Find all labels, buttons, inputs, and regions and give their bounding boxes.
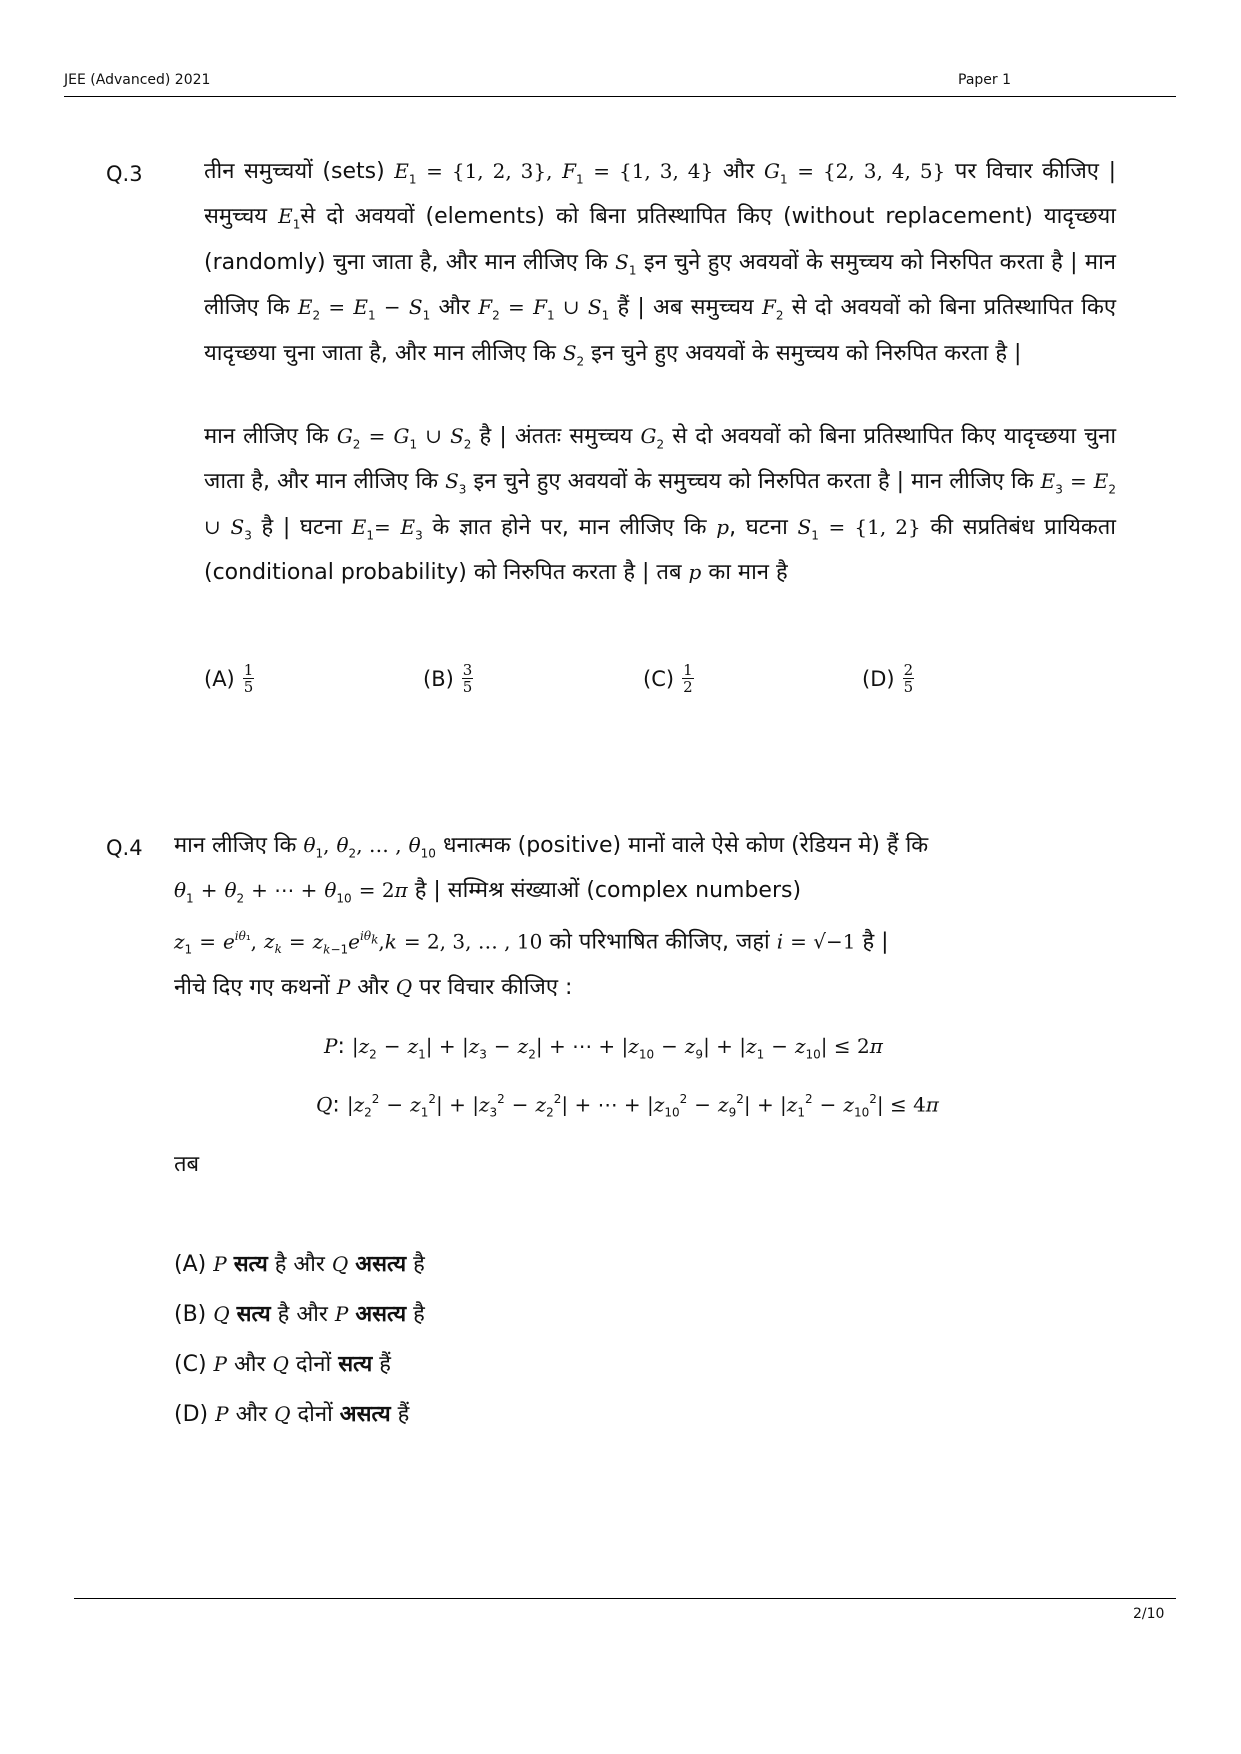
q3-option-b-fraction: $\frac{3}{5}$ bbox=[462, 661, 473, 696]
q4-option-c-label: (C) bbox=[174, 1352, 207, 1377]
q4-option-c-text: P और Q दोनों सत्य हैं bbox=[213, 1352, 391, 1377]
q3-option-c[interactable] bbox=[643, 662, 694, 695]
header-divider bbox=[64, 96, 1176, 97]
q3-option-a[interactable] bbox=[204, 662, 254, 695]
q3-option-c-label: (C) bbox=[643, 666, 675, 691]
header-paper: Paper 1 bbox=[958, 72, 1012, 88]
statement-p: P: $|z_2 - z_1| + |z_3 - z_2|$ + ⋯ + $|z_{10} - z_9| + |z_1 - z_{10}| \le 2\pi$ bbox=[324, 1034, 883, 1062]
q4-option-b-text: Q सत्य है और P असत्य है bbox=[213, 1302, 425, 1327]
header-exam-title: JEE (Advanced) 2021 bbox=[64, 72, 211, 88]
q3-option-d-label: (D) bbox=[862, 666, 895, 691]
q3-option-d-fraction: $\frac{2}{5}$ bbox=[903, 661, 914, 696]
q3-option-c-fraction: $\frac{1}{2}$ bbox=[683, 661, 693, 696]
page-number: 2/10 bbox=[1133, 1606, 1165, 1622]
q3-option-b-label: (B) bbox=[423, 666, 454, 691]
q4-option-c[interactable] bbox=[174, 1348, 391, 1378]
q3-option-a-label: (A) bbox=[204, 666, 235, 691]
q4-option-d[interactable] bbox=[174, 1398, 409, 1428]
q4-option-b-label: (B) bbox=[174, 1302, 207, 1327]
q3-option-d[interactable] bbox=[862, 662, 914, 695]
q3-option-a-fraction: $\frac{1}{5}$ bbox=[243, 661, 254, 696]
q4-option-d-text: P और Q दोनों असत्य हैं bbox=[215, 1402, 410, 1427]
q4-option-d-label: (D) bbox=[174, 1402, 209, 1427]
q3-number: Q.3 bbox=[106, 162, 143, 186]
statement-q: Q: $|z_2^2 - z_1^2| + |z_3^2 - z_2^2|$ + ⋯ + $|z_{10}^2 - z_9^2| + |z_1^2 - z_{10}^2| \le 4\pi$ bbox=[316, 1092, 939, 1120]
q4-then: तब bbox=[174, 1152, 200, 1177]
q4-option-a-label: (A) bbox=[174, 1252, 207, 1277]
q3-paragraph-1: तीन समुच्चयों (sets) $E_1 = \{1$, 2, 3}, $F_1 = \{1$, 3, 4} और $G_1 = \{2$, 3, 4, 5} पर विचार कीजिए | समुच्चय $E_1से$ दो अवयवों (elements) को बिना प्रतिस्थापित किए (without replacement) यादृच्छया (randomly) चुना जाता है, और मान लीजिए कि $S_1$ इन चुने हुए अवयवों के समुच्चय को निरुपित करता है | मान लीजिए कि $E_2 = E_1 - S_1$ और $F_2 = F_1$ ∪ $S_1$ हैं | अब समुच्चय $F_2$ से दो अवयवों को बिना प्रतिस्थापित किए यादृच्छया चुना जाता है, और मान लीजिए कि $S_2$ इन चुने हुए अवयवों के समुच्चय को निरुपित करता है | bbox=[204, 159, 1117, 368]
q3-option-b[interactable] bbox=[423, 662, 473, 695]
q4-option-a[interactable] bbox=[174, 1248, 425, 1278]
q3-paragraph-2: मान लीजिए कि $G_2 = G_1$ ∪ $S_2$ है | अंततः समुच्चय $G_2$ से दो अवयवों को बिना प्रतिस्थापित किए यादृच्छया चुना जाता है, और मान लीजिए कि $S_3$ इन चुने हुए अवयवों के समुच्चय को निरुपित करता है | मान लीजिए कि $E_3 = E_2$ ∪ $S_3$ है | घटना $E_1= E_3$ के ज्ञात होने पर, मान लीजिए कि p, घटना $S_1 = \{1$, 2} की सप्रतिबंध प्रायिकता (conditional probability) को निरुपित करता है | तब p का मान है bbox=[204, 424, 1117, 586]
q4-stem: मान लीजिए कि $\theta_1$, $\theta_2$, … , $\theta_{10}$ धनात्मक (positive) मानों वाले ऐसे कोण (रेडियन मे) हैं कि $\theta_1 + \theta_2$ + ⋯ + $\theta_{10} = 2\pi$ है | सम्मिश्र संख्याओं (complex numbers) $z_1 = e^{i\theta_1}$, $z_k = z_{k-1}e^{i\theta_k},k = 2$, 3, … , 10 को परिभाषित कीजिए, जहां i = √−1 है | नीचे दिए गए कथनों P और Q पर विचार कीजिए : bbox=[174, 833, 929, 1000]
footer-divider bbox=[74, 1598, 1176, 1599]
q4-option-b[interactable] bbox=[174, 1298, 425, 1328]
q4-option-a-text: P सत्य है और Q असत्य है bbox=[213, 1252, 425, 1277]
q4-number: Q.4 bbox=[106, 836, 143, 860]
